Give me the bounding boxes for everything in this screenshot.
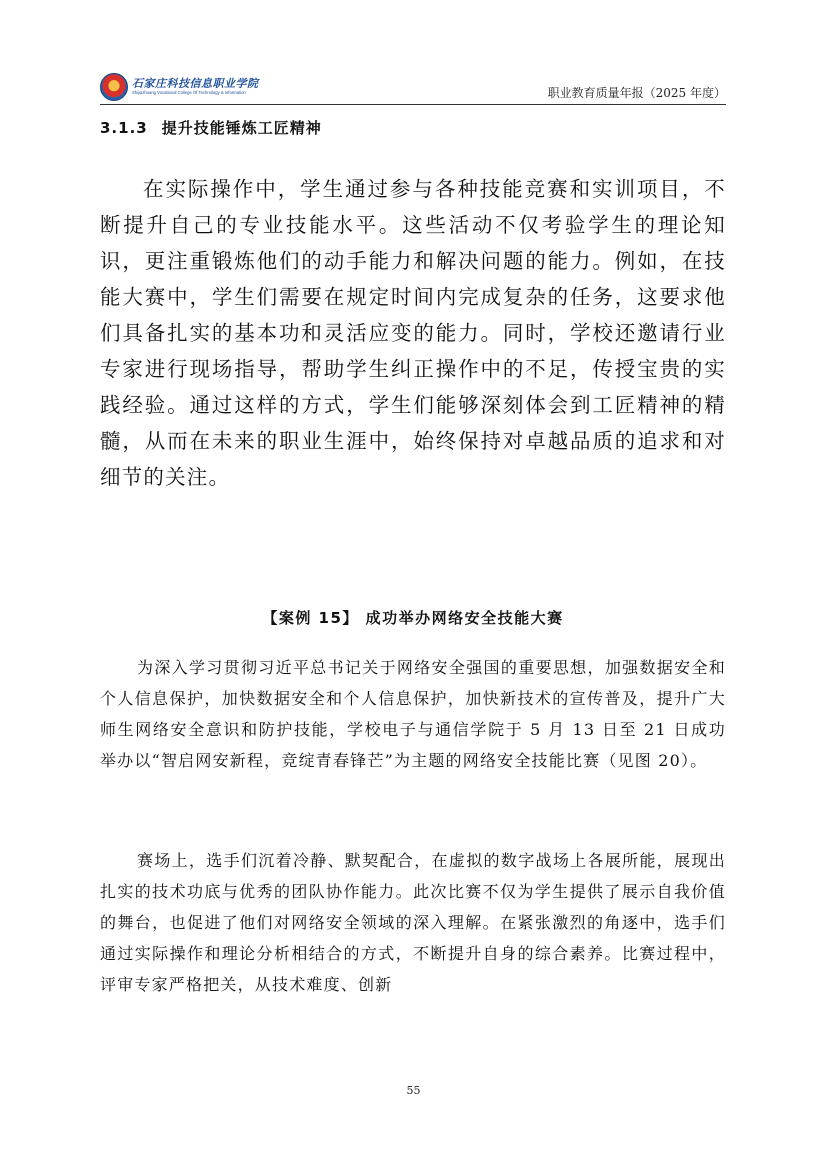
page-number: 55 bbox=[406, 1084, 421, 1097]
section-heading bbox=[100, 117, 322, 138]
case-title: 【案例 15】 成功举办网络安全技能大赛 bbox=[262, 609, 564, 627]
college-logo bbox=[100, 72, 259, 102]
section-number: 3.1.3 bbox=[100, 119, 148, 137]
college-logo-text bbox=[132, 78, 259, 95]
report-title: 职业教育质量年报（2025 年度） bbox=[547, 86, 726, 100]
college-name: 石家庄科技信息职业学院 bbox=[132, 77, 259, 91]
section-title: 提升技能锤炼工匠精神 bbox=[161, 119, 322, 137]
header-divider bbox=[100, 104, 726, 105]
college-emblem-icon bbox=[100, 73, 128, 101]
section-paragraph: 在实际操作中，学生通过参与各种技能竞赛和实训项目，不断提升自己的专业技能水平。这些活动不仅考验学生的理论知识，更注重锻炼他们的动手能力和解决问题的能力。例如，在技能大赛中，学生们需要在规定时间内完成复杂的任务，这要求他们具备扎实的基本功和灵活应变的能力。同时，学校还邀请行业专家进行现场指导，帮助学生纠正操作中的不足，传授宝贵的实践经验。通过这样的方式，学生们能够深刻体会到工匠精神的精髓，从而在未来的职业生涯中，始终保持对卓越品质的追求和对细节的关注。 bbox=[100, 177, 726, 489]
college-english-name: Shijiazhuang Vocational College Of Technology & Information bbox=[132, 90, 246, 96]
case-paragraph: 为深入学习贯彻习近平总书记关于网络安全强国的重要思想，加强数据安全和个人信息保护，加快数据安全和个人信息保护，加快新技术的宣传普及，提升广大师生网络安全意识和防护技能，学校电子与通信学院于 5 月 13 日至 21 日成功举办以“智启网安新程，竞绽青春锋芒”为主题的网络安全技能比赛（见图 20）。 bbox=[100, 658, 726, 770]
case-paragraph: 赛场上，选手们沉着冷静、默契配合，在虚拟的数字战场上各展所能，展现出扎实的技术功底与优秀的团队协作能力。此次比赛不仅为学生提供了展示自我价值的舞台，也促进了他们对网络安全领域的深入理解。在紧张激烈的角逐中，选手们通过实际操作和理论分析相结合的方式，不断提升自身的综合素养。比赛过程中，评审专家严格把关，从技术难度、创新 bbox=[100, 851, 726, 994]
page-header bbox=[100, 70, 726, 104]
